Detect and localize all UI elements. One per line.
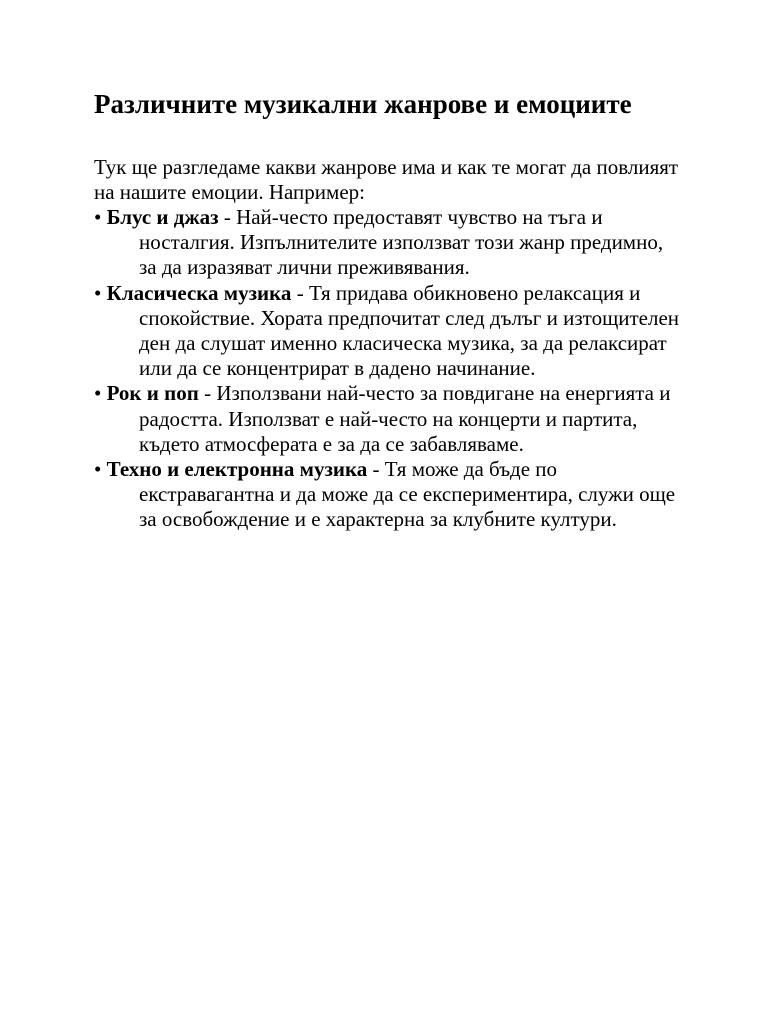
intro-paragraph: Тук ще разгледаме какви жанрове има и как те могат да повлияят на нашите емоции. Например: bbox=[94, 155, 679, 204]
genre-name: Рок и поп bbox=[106, 381, 199, 406]
genre-description: Тя може да бъде по екстравагантна и да може да се експериментира, служи още за освобождение и е характерна за клубните култури. bbox=[139, 457, 676, 532]
genre-separator: - bbox=[218, 205, 237, 229]
bullet-icon: • bbox=[94, 205, 102, 229]
bullet-icon: • bbox=[94, 280, 102, 305]
genre-description: Тя придава обикновено релаксация и спокойствие. Хората предпочитат след дълъг и изтощителен ден да слушат именно класическа музика, за да релаксират или да се концентрират в дадено начинание. bbox=[139, 280, 680, 381]
genre-item-blues-jazz bbox=[94, 205, 684, 281]
genre-name: Класическа музика bbox=[106, 280, 292, 305]
genre-separator: - bbox=[198, 381, 217, 406]
genre-item-rock-pop bbox=[94, 381, 684, 457]
bullet-icon: • bbox=[94, 457, 102, 482]
genre-separator: - bbox=[367, 457, 385, 482]
document-title: Различните музикални жанрове и емоциите bbox=[94, 89, 632, 119]
genre-item-techno-electronic bbox=[94, 457, 684, 533]
genre-description: Използвани най-често за повдигане на енергията и радостта. Използват е най-често на концерти и партита, където атмосферата е за да се забавляваме. bbox=[139, 381, 671, 456]
genre-description: Най-често предоставят чувство на тъга и носталгия. Изпълнителите използват този жанр предимно, за да изразяват лични преживявания. bbox=[139, 205, 664, 280]
document-page bbox=[94, 88, 684, 533]
bullet-icon: • bbox=[94, 381, 102, 406]
genre-separator: - bbox=[291, 280, 309, 305]
genre-list bbox=[94, 205, 684, 533]
genre-item-classical bbox=[94, 281, 684, 382]
genre-name: Техно и електронна музика bbox=[106, 457, 368, 482]
genre-name: Блус и джаз bbox=[106, 205, 219, 229]
